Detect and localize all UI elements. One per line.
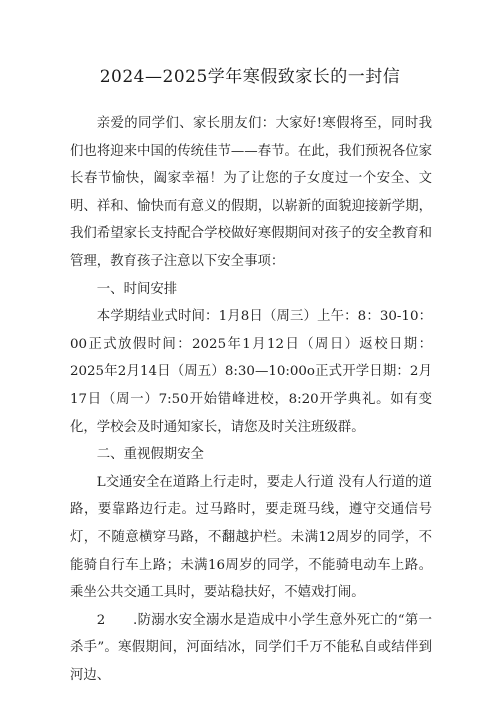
greeting-paragraph: 亲爱的同学们、家长朋友们：大家好!寒假将至，同时我们也将迎来中国的传统佳节——春节。在此，我们预祝各位家长春节愉快，阖家幸福！为了让您的子女度过一个安全、文明、祥和、愉快而有意义的假期，以崭新的面貌迎接新学期，我们希望家长支持配合学校做好寒假期间对孩子的安全教育和管理，教育孩子注意以下安全事项： (70, 116, 432, 269)
page-title: 2024—2025学年寒假致家长的一封信 (99, 67, 401, 87)
drowning-safety-paragraph: 2 .防溺水安全溺水是造成中小学生意外死亡的“第一杀手”。寒假期间，河面结冰，同学们千万不能私自或结伴到河边、 (70, 612, 432, 683)
letter-body (70, 110, 432, 689)
section-heading-safety: 二、重视假期安全 (96, 447, 204, 463)
traffic-safety-paragraph: L交通安全在道路上行走时，要走人行道 没有人行道的道路，要靠路边行走。过马路时，要走斑马线，遵守交通信号灯，不随意横穿马路，不翻越护栏。未满12周岁的同学，不能骑自行车上路；未满16周岁的同学，不能骑电动车上路。乘坐公共交通工具时，要站稳扶好，不嬉戏打闹。 (70, 474, 432, 601)
schedule-paragraph: 本学期结业式时间：1月8日（周三）上午：8：30-10：00正式放假时间：2025年1月12日（周日）返校日期：2025年2月14日（周五）8:30—10:00o正式开学日期：2月17日（周一）7:50开始错峰进校，8:20开学典礼。如有变化，学校会及时通知家长，请您及时关注班级群。 (70, 309, 432, 435)
section-heading-schedule: 一、时间安排 (96, 281, 178, 297)
